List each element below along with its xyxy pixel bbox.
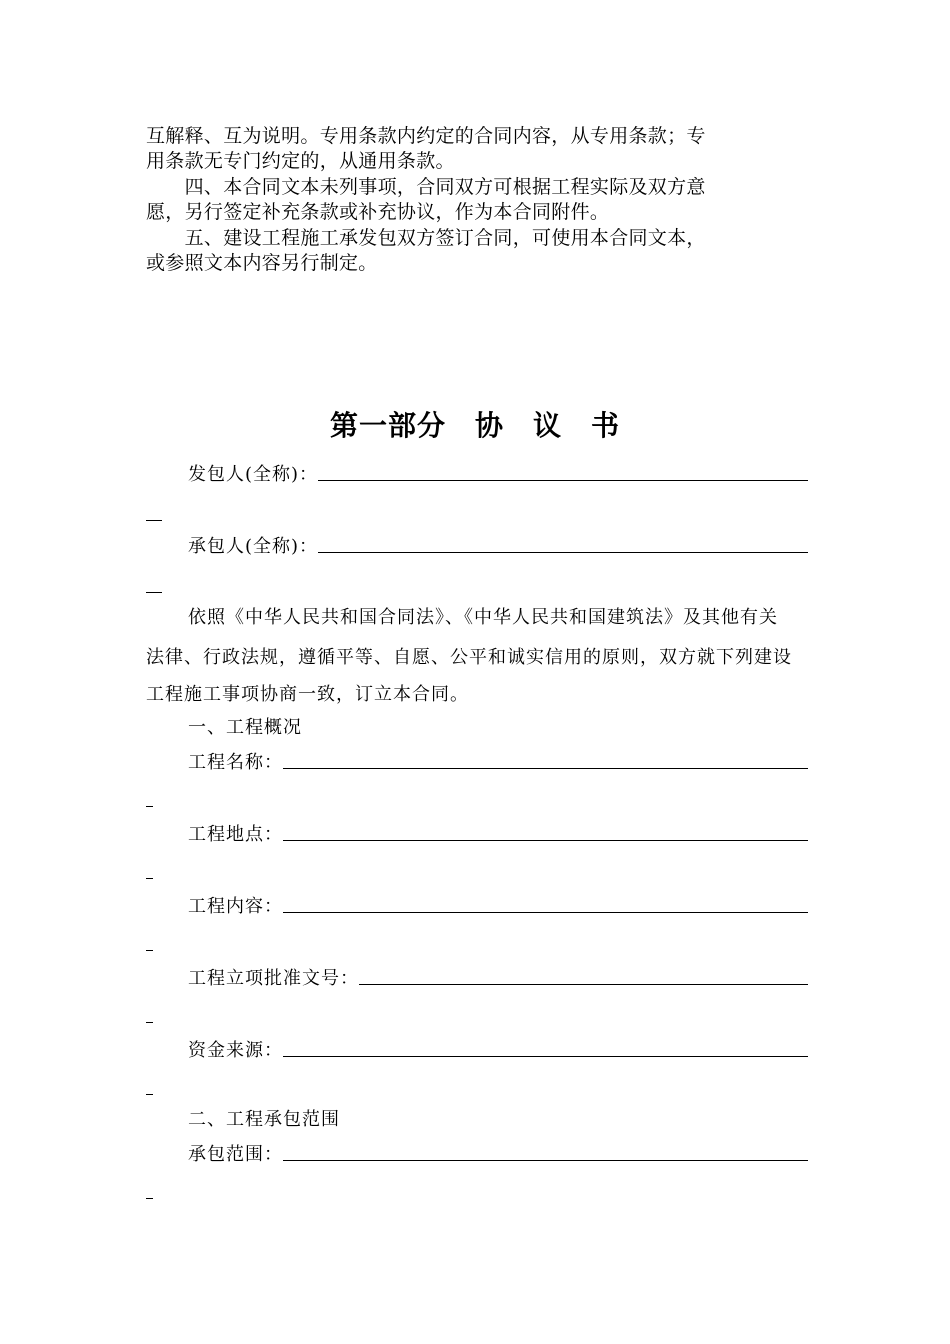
intro-line-1: 互解释、互为说明。专用条款内约定的合同内容，从专用条款；专 [146,125,706,147]
scope-tail [146,1198,153,1199]
contractor-label: 承包人(全称)： [188,536,319,557]
project-location-blank [283,826,808,841]
project-name-field [188,748,808,774]
employer-tail [146,520,162,521]
fund-source-tail [146,1094,153,1095]
intro-line-2: 用条款无专门约定的，从通用条款。 [146,150,455,172]
approval-number-label: 工程立项批准文号： [188,968,359,989]
employer-field [188,460,808,486]
project-name-tail [146,806,153,807]
page-title: 第一部分 协 议 书 [329,409,620,442]
project-location-label: 工程地点： [188,824,283,845]
project-location-field [188,820,808,846]
project-content-blank [283,898,808,913]
section2-heading: 二、工程承包范围 [188,1109,340,1130]
basis-line-3: 工程施工事项协商一致，订立本合同。 [146,684,469,705]
fund-source-field [188,1036,808,1062]
project-content-field [188,892,808,918]
basis-line-1: 依照《中华人民共和国合同法》、《中华人民共和国建筑法》及其他有关 [188,607,778,628]
intro-line-3: 四、本合同文本未列事项，合同双方可根据工程实际及双方意 [146,176,706,198]
project-content-label: 工程内容： [188,896,283,917]
basis-line-2: 法律、行政法规，遵循平等、自愿、公平和诚实信用的原则，双方就下列建设 [146,647,792,668]
approval-number-tail [146,1022,153,1023]
project-location-tail [146,878,153,879]
project-content-tail [146,950,153,951]
intro-line-5: 五、建设工程施工承发包双方签订合同，可使用本合同文本， [146,227,706,249]
project-name-label: 工程名称： [188,752,283,773]
contractor-blank [318,538,808,553]
employer-blank [318,466,808,481]
intro-line-4: 愿，另行签定补充条款或补充协议，作为本合同附件。 [146,201,610,223]
intro-line-6: 或参照文本内容另行制定。 [146,252,378,274]
fund-source-label: 资金来源： [188,1040,283,1061]
fund-source-blank [283,1042,808,1057]
contractor-field [188,532,808,558]
scope-blank [283,1146,808,1161]
approval-number-blank [359,970,808,985]
section1-heading: 一、工程概况 [188,717,302,738]
scope-field [188,1140,808,1166]
project-name-blank [283,754,808,769]
approval-number-field [188,964,808,990]
scope-label: 承包范围： [188,1144,283,1165]
employer-label: 发包人(全称)： [188,464,319,485]
contractor-tail [146,592,162,593]
